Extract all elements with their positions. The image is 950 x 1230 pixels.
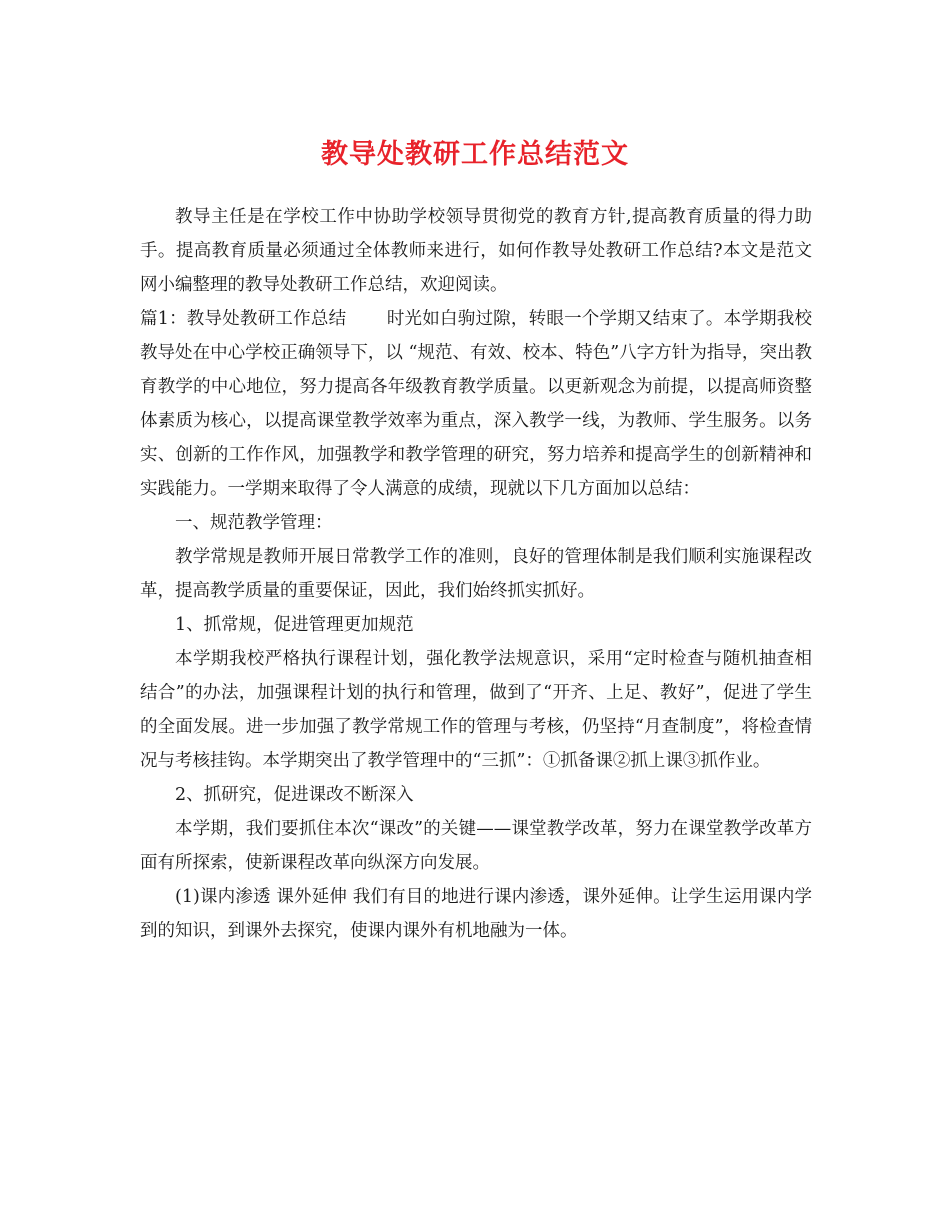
subheading-1: 1、抓常规，促进管理更加规范: [175, 615, 414, 635]
article-opening-paragraph: [140, 302, 812, 506]
intro-paragraph: 教导主任是在学校工作中协助学校领导贯彻党的教育方针,提高教育质量的得力助手。提高教育质量必须通过全体教师来进行，如何作教导处教研工作总结?本文是范文网小编整理的教导处教研工作总结，欢迎阅读。: [140, 207, 812, 295]
research-paragraph: 本学期，我们要抓住本次“课改”的关键——课堂教学改革，努力在课堂教学改革方面有所探索，使新课程改革向纵深方向发展。: [140, 819, 812, 873]
document-title: 教导处教研工作总结范文: [321, 139, 629, 170]
plan-paragraph: 本学期我校严格执行课程计划，强化教学法规意识，采用“定时检查与随机抽查相结合”的办法，加强课程计划的执行和管理，做到了“开齐、上足、教好”，促进了学生的全面发展。进一步加强了教学常规工作的管理与考核，仍坚持“月查制度”，将检查情况与考核挂钩。本学期突出了教学管理中的“三抓”：①抓备课②抓上课③抓作业。: [140, 649, 812, 771]
document-body: [140, 200, 812, 948]
article-label: 篇1：教导处教研工作总结: [140, 309, 347, 329]
section-heading-1: 一、规范教学管理：: [175, 513, 333, 533]
article-opening-text: 时光如白驹过隙，转眼一个学期又结束了。本学期我校教导处在中心学校正确领导下，以 “规范、有效、校本、特色”八字方针为指导，突出教育教学的中心地位，努力提高各年级教育教学质量。以更新观念为前提，以提高师资整体素质为核心，以提高课堂教学效率为重点，深入教学一线，为教师、学生服务。以务实、创新的工作作风，加强教学和教学管理的研究，努力培养和提高学生的创新精神和实践能力。一学期来取得了令人满意的成绩，现就以下几方面加以总结：: [140, 309, 812, 499]
subheading-2: 2、抓研究，促进课改不断深入: [175, 785, 414, 805]
routine-paragraph: 教学常规是教师开展日常教学工作的准则，良好的管理体制是我们顺利实施课程改革，提高教学质量的重要保证，因此，我们始终抓实抓好。: [140, 547, 812, 601]
extend-paragraph: (1)课内渗透 课外延伸 我们有目的地进行课内渗透，课外延伸。让学生运用课内学到的知识，到课外去探究，使课内课外有机地融为一体。: [140, 887, 812, 941]
